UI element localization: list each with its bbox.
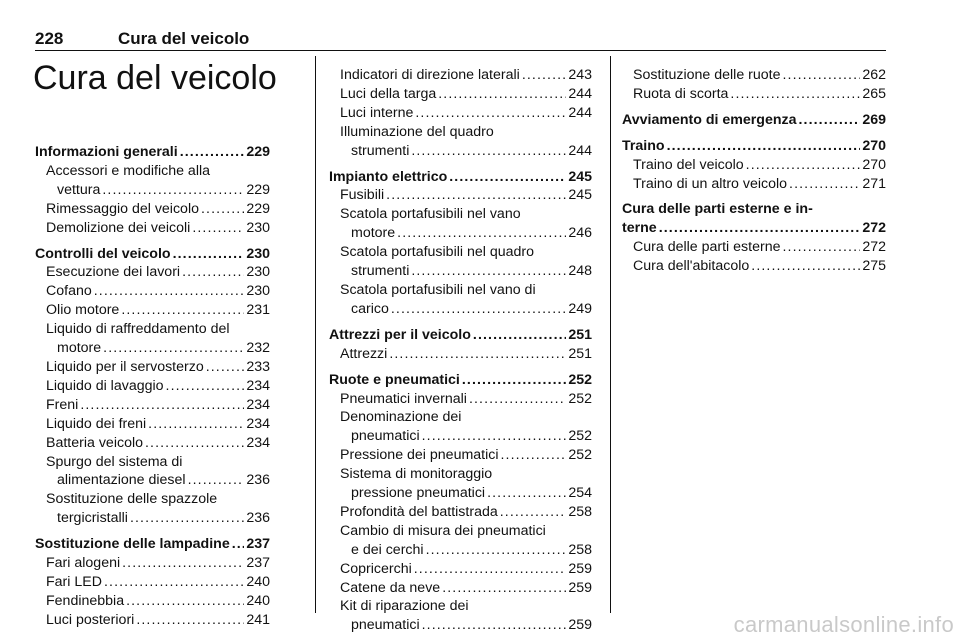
toc-entry-title: Sostituzione delle lampadine — [35, 536, 230, 553]
dot-leader — [782, 238, 860, 257]
toc-section-entry[interactable] — [35, 535, 270, 554]
toc-entry-title: Copricerchi — [340, 560, 412, 577]
toc-entry[interactable] — [622, 257, 886, 276]
dot-leader — [746, 156, 861, 175]
toc-entry-label: Cambio di misura dei pneumatici — [340, 522, 546, 539]
toc-column-2 — [329, 66, 592, 635]
toc-entry-label: Liquido di raffreddamento del — [46, 321, 230, 338]
toc-page-number: 258 — [568, 503, 592, 520]
toc-entry[interactable] — [329, 446, 592, 465]
toc-page-number: 249 — [568, 300, 592, 317]
toc-entry-title: motore — [57, 340, 102, 357]
toc-entry-title: Avviamento di emergenza — [622, 111, 797, 128]
dot-leader — [94, 282, 245, 301]
dot-leader — [522, 66, 567, 85]
dot-leader — [192, 219, 244, 238]
dot-leader — [501, 446, 567, 465]
toc-column-3 — [622, 66, 886, 276]
toc-page-number: 272 — [862, 239, 886, 256]
toc-entry[interactable] — [329, 104, 592, 123]
dot-leader — [80, 396, 244, 415]
toc-page-number: 259 — [568, 617, 592, 634]
toc-entry-title: Demolizione dei veicoli — [46, 219, 191, 236]
toc-entry-title: Fari LED — [46, 573, 102, 590]
toc-entry[interactable] — [35, 263, 270, 282]
toc-page-number: 262 — [862, 67, 886, 83]
toc-page-number: 252 — [568, 390, 592, 407]
toc-entry-title: Ruota di scorta — [633, 85, 729, 102]
chapter-title: Cura del veicolo — [33, 59, 277, 97]
toc-page-number: 233 — [246, 358, 270, 375]
toc-section-entry[interactable] — [35, 143, 270, 162]
toc-entry[interactable] — [329, 186, 592, 205]
toc-page-number: 270 — [862, 137, 886, 154]
toc-page-number: 248 — [568, 263, 592, 280]
toc-entry[interactable] — [329, 85, 592, 104]
toc-page-number: 241 — [246, 611, 270, 628]
toc-entry-title: e dei cerchi — [351, 541, 424, 558]
toc-entry-title: Pressione dei pneumatici — [340, 447, 499, 464]
toc-entry-label: Denominazione dei — [340, 409, 462, 426]
toc-entry[interactable] — [329, 262, 592, 281]
toc-page-number: 230 — [246, 245, 270, 262]
dot-leader — [422, 427, 567, 446]
dot-leader — [411, 262, 566, 281]
dot-leader — [188, 471, 245, 490]
dot-leader — [166, 377, 245, 396]
toc-entry-title: Freni — [46, 396, 79, 413]
toc-page-number: 229 — [246, 200, 270, 217]
toc-entry-title: tergicristalli — [57, 510, 128, 527]
toc-entry-title: Controlli del veicolo — [35, 245, 171, 262]
dot-leader — [389, 345, 566, 364]
toc-page-number: 259 — [568, 560, 592, 577]
toc-entry[interactable] — [35, 415, 270, 434]
toc-entry-title: pneumatici — [351, 428, 420, 445]
toc-entry-label: Cura delle parti esterne e in- — [622, 201, 813, 218]
dot-leader — [130, 509, 244, 528]
toc-entry-title: Impianto elettrico — [329, 168, 448, 185]
toc-page-number: 234 — [246, 434, 270, 451]
toc-entry-label: Illuminazione del quadro — [340, 123, 494, 140]
toc-page-number: 272 — [862, 220, 886, 237]
toc-page-number: 252 — [568, 428, 592, 445]
toc-entry-title: Liquido di lavaggio — [46, 377, 164, 394]
toc-page-number: 234 — [246, 377, 270, 394]
toc-page-number: 234 — [246, 415, 270, 432]
toc-page-number: 252 — [568, 371, 592, 388]
toc-page-number: 229 — [246, 181, 270, 198]
toc-entry[interactable] — [329, 503, 592, 522]
toc-page-number: 259 — [568, 579, 592, 596]
toc-page-number: 229 — [246, 144, 270, 160]
dot-leader — [487, 484, 566, 503]
toc-entry[interactable] — [329, 541, 592, 560]
dot-leader — [182, 263, 244, 282]
toc-entry[interactable] — [622, 66, 886, 85]
toc-entry[interactable] — [329, 345, 592, 364]
toc-entry[interactable] — [35, 554, 270, 573]
dot-leader — [426, 541, 567, 560]
toc-page-number: 252 — [568, 447, 592, 464]
toc-page-number: 237 — [246, 555, 270, 572]
toc-page-number: 244 — [568, 142, 592, 159]
toc-entry[interactable] — [329, 390, 592, 409]
running-title: Cura del veicolo — [118, 29, 250, 48]
toc-page-number: 230 — [246, 219, 270, 236]
dot-leader — [500, 503, 567, 522]
dot-leader — [102, 181, 244, 200]
dot-leader — [103, 339, 244, 358]
toc-entry[interactable] — [35, 396, 270, 415]
toc-page-number: 271 — [862, 175, 886, 192]
toc-entry-title: Cofano — [46, 283, 92, 300]
toc-entry-title: Traino — [622, 137, 665, 154]
toc-entry-title: Luci della targa — [340, 85, 437, 102]
toc-column-1 — [35, 143, 270, 630]
toc-entry-title: motore — [351, 225, 396, 242]
toc-entry-title: Liquido dei freni — [46, 415, 147, 432]
toc-page-number: 236 — [246, 510, 270, 527]
toc-entry-title: Catene da neve — [340, 579, 441, 596]
toc-entry-title: Batteria veicolo — [46, 434, 143, 451]
toc-page-number: 270 — [862, 156, 886, 173]
toc-entry-label: Spurgo del sistema di — [46, 453, 183, 470]
toc-entry-title: strumenti — [351, 142, 410, 159]
toc-entry-label: Scatola portafusibili nel vano di — [340, 281, 536, 298]
toc-entry-title: strumenti — [351, 263, 410, 280]
toc-entry[interactable] — [35, 509, 270, 528]
toc-page-number: 236 — [246, 472, 270, 489]
toc-page-number: 275 — [862, 258, 886, 275]
toc-entry[interactable] — [35, 611, 270, 630]
dot-leader — [659, 219, 861, 238]
dot-leader — [397, 224, 566, 243]
toc-entry-title: carico — [351, 300, 389, 317]
toc-entry-title: terne — [622, 220, 657, 237]
toc-entry[interactable] — [329, 142, 592, 161]
toc-page-number: 269 — [862, 111, 886, 128]
toc-entry[interactable] — [35, 219, 270, 238]
dot-leader — [422, 616, 567, 635]
toc-entry[interactable] — [329, 560, 592, 579]
toc-entry[interactable] — [329, 616, 592, 635]
toc-entry-label: Sostituzione delle spazzole — [46, 491, 218, 508]
toc-section-entry[interactable] — [622, 111, 886, 130]
toc-entry[interactable] — [35, 434, 270, 453]
toc-entry-title: Fari alogeni — [46, 555, 121, 572]
column-divider — [610, 56, 611, 613]
dot-leader — [799, 111, 861, 130]
toc-entry-title: pneumatici — [351, 617, 420, 634]
toc-entry-title: Pneumatici invernali — [340, 390, 467, 407]
toc-entry-title: Luci interne — [340, 104, 414, 121]
dot-leader — [783, 66, 861, 85]
toc-entry-title: Ruote e pneumatici — [329, 371, 460, 388]
watermark: carmanualsonline.info — [733, 612, 954, 637]
toc-entry-title: Fendinebbia — [46, 592, 125, 609]
dot-leader — [126, 592, 244, 611]
dot-leader — [201, 200, 244, 219]
dot-leader — [121, 301, 244, 320]
toc-section-entry[interactable] — [329, 371, 592, 390]
toc-entry[interactable] — [35, 301, 270, 320]
toc-page-number: 245 — [568, 168, 592, 185]
toc-entry-label: Accessori e modifiche alla — [46, 162, 211, 179]
dot-leader — [473, 326, 566, 345]
toc-section-entry[interactable] — [329, 326, 592, 345]
toc-entry-title: Cura delle parti esterne — [633, 239, 781, 256]
toc-entry[interactable] — [329, 224, 592, 243]
dot-leader — [438, 85, 566, 104]
toc-section-entry[interactable] — [329, 168, 592, 187]
toc-page-number: 230 — [246, 264, 270, 281]
toc-entry-title: Luci posteriori — [46, 611, 135, 628]
dot-leader — [173, 245, 245, 264]
dot-leader — [667, 137, 861, 156]
toc-page-number: 230 — [246, 283, 270, 300]
dot-leader — [415, 104, 566, 123]
dot-leader — [391, 300, 566, 319]
toc-entry[interactable] — [35, 358, 270, 377]
dot-leader — [442, 579, 566, 598]
toc-entry-title: Olio motore — [46, 302, 120, 319]
column-divider — [315, 56, 316, 613]
toc-entry-title: Indicatori di direzione laterali — [340, 67, 520, 83]
toc-entry[interactable] — [622, 156, 886, 175]
toc-entry-title: Traino di un altro veicolo — [633, 175, 788, 192]
toc-page-number: 254 — [568, 485, 592, 502]
toc-entry[interactable] — [622, 175, 886, 194]
toc-entry[interactable] — [329, 579, 592, 598]
toc-entry-title: Sostituzione delle ruote — [633, 67, 781, 83]
dot-leader — [730, 85, 860, 104]
toc-entry-label: Kit di riparazione dei — [340, 598, 469, 615]
toc-page-number: 231 — [246, 302, 270, 319]
toc-page-number: 240 — [246, 573, 270, 590]
toc-entry-title: Liquido per il servosterzo — [46, 358, 204, 375]
toc-page-number: 251 — [568, 326, 592, 343]
toc-entry[interactable] — [35, 200, 270, 219]
toc-section-entry[interactable] — [622, 137, 886, 156]
dot-leader — [136, 611, 244, 630]
toc-entry-title: Attrezzi — [340, 345, 388, 362]
toc-entry-label: Scatola portafusibili nel vano — [340, 206, 521, 223]
dot-leader — [789, 175, 860, 194]
dot-leader — [414, 560, 567, 579]
toc-entry[interactable] — [35, 181, 270, 200]
toc-page-number: 237 — [246, 536, 270, 553]
dot-leader — [104, 573, 244, 592]
toc-entry-title: Informazioni generali — [35, 144, 178, 160]
toc-entry[interactable] — [35, 573, 270, 592]
toc-entry-title: Rimessaggio del veicolo — [46, 200, 199, 217]
toc-entry[interactable] — [35, 339, 270, 358]
toc-entry-title: Esecuzione dei lavori — [46, 264, 181, 281]
toc-page-number: 265 — [862, 85, 886, 102]
dot-leader — [449, 168, 566, 187]
dot-leader — [386, 186, 566, 205]
toc-page-number: 240 — [246, 592, 270, 609]
toc-entry[interactable] — [35, 282, 270, 301]
toc-entry[interactable] — [329, 66, 592, 85]
toc-entry[interactable] — [329, 300, 592, 319]
toc-entry[interactable] — [622, 85, 886, 104]
toc-section-entry[interactable] — [622, 219, 886, 238]
toc-entry[interactable] — [35, 592, 270, 611]
toc-page-number: 258 — [568, 541, 592, 558]
toc-entry[interactable] — [329, 427, 592, 446]
page-number: 228 — [35, 29, 64, 48]
toc-entry-title: alimentazione diesel — [57, 472, 186, 489]
dot-leader — [462, 371, 566, 390]
page-header — [35, 30, 886, 51]
toc-entry-title: Cura dell'abitacolo — [633, 258, 750, 275]
toc-page-number: 232 — [246, 340, 270, 357]
dot-leader — [232, 535, 245, 554]
dot-leader — [122, 554, 244, 573]
toc-entry-label: Sistema di monitoraggio — [340, 466, 493, 483]
toc-entry[interactable] — [622, 238, 886, 257]
toc-entry[interactable] — [35, 377, 270, 396]
toc-entry-title: Traino del veicolo — [633, 156, 744, 173]
toc-entry-title: Profondità del battistrada — [340, 503, 498, 520]
toc-page-number: 244 — [568, 104, 592, 121]
toc-page-number: 244 — [568, 85, 592, 102]
toc-entry-label: Scatola portafusibili nel quadro — [340, 244, 535, 261]
dot-leader — [206, 358, 245, 377]
toc-entry[interactable] — [35, 471, 270, 490]
toc-page-number: 251 — [568, 345, 592, 362]
toc-entry[interactable] — [329, 484, 592, 503]
toc-page-number: 243 — [568, 67, 592, 83]
toc-entry-title: vettura — [57, 181, 101, 198]
dot-leader — [180, 143, 245, 162]
dot-leader — [145, 434, 244, 453]
toc-page-number: 234 — [246, 396, 270, 413]
dot-leader — [411, 142, 566, 161]
toc-entry-title: Attrezzi per il veicolo — [329, 326, 471, 343]
dot-leader — [469, 390, 566, 409]
toc-section-entry[interactable] — [35, 245, 270, 264]
toc-page-number: 245 — [568, 187, 592, 204]
dot-leader — [148, 415, 244, 434]
toc-page-number: 246 — [568, 225, 592, 242]
toc-entry-title: pressione pneumatici — [351, 485, 486, 502]
dot-leader — [751, 257, 860, 276]
toc-entry-title: Fusibili — [340, 187, 385, 204]
